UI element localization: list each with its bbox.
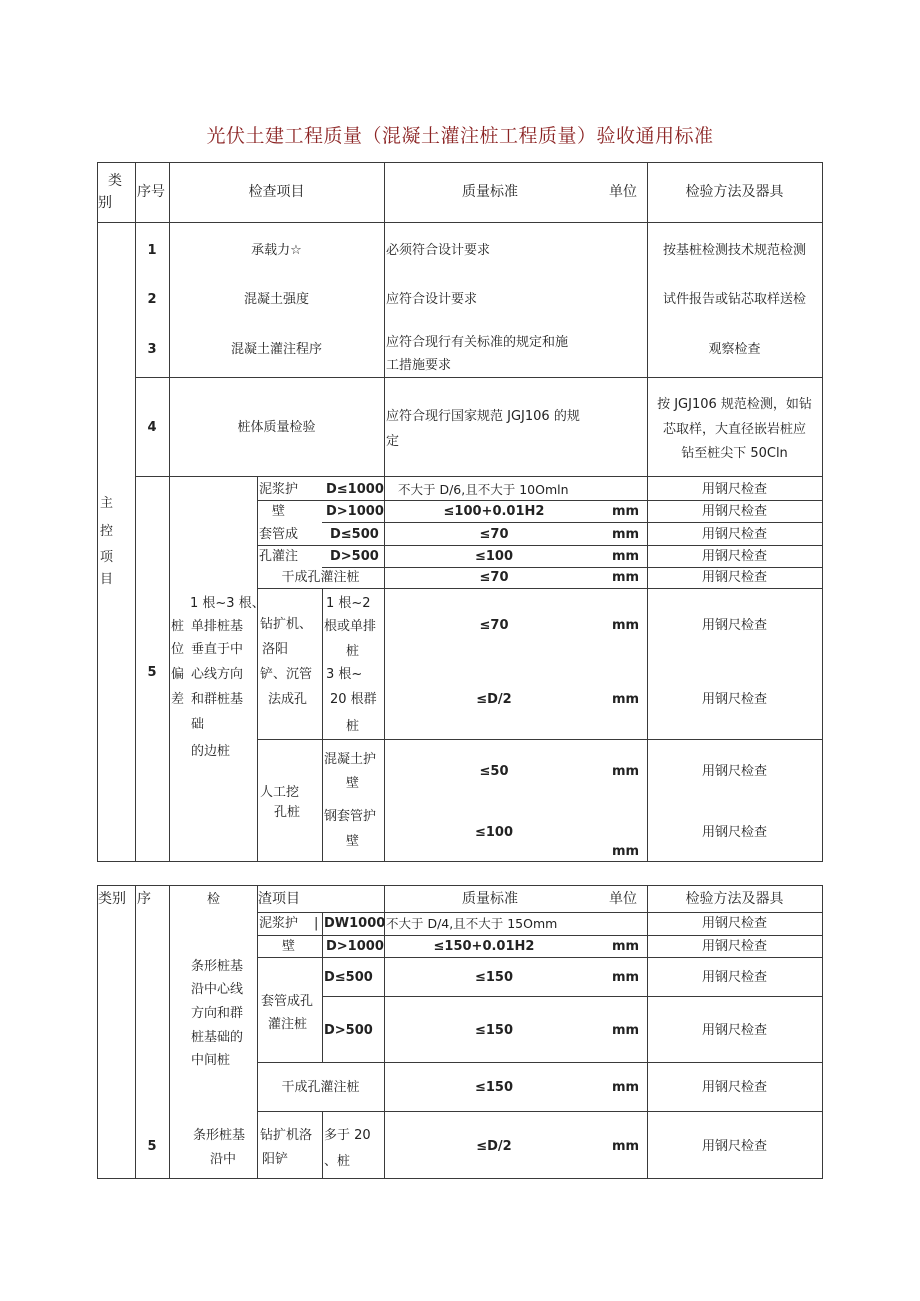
- group-line: 沿中心线: [191, 982, 244, 997]
- row-item: 混凝土强度: [243, 292, 309, 307]
- condition: D≤1000: [326, 482, 384, 497]
- method-label: 套管成: [259, 527, 299, 542]
- condition: 1 根~2: [326, 596, 371, 611]
- row-seq: 5: [147, 1139, 157, 1154]
- condition: D≤500: [324, 970, 373, 985]
- method-value: 用钢尺检查: [701, 570, 767, 585]
- page-title: 光伏土建工程质量（混凝土灌注桩工程质量）验收通用标准: [206, 125, 714, 147]
- group-line: 条形桩基: [193, 1128, 246, 1143]
- row-item: 承载力☆: [251, 243, 302, 258]
- header-category-1: 类: [108, 173, 122, 189]
- method-value: 用钢尺检查: [701, 916, 767, 931]
- header-seq: 序号: [137, 184, 165, 200]
- condition: D>500: [324, 1023, 373, 1038]
- category-char: 目: [100, 572, 114, 587]
- condition: 桩: [346, 644, 360, 659]
- method-value: 用钢尺检查: [701, 482, 767, 497]
- standard-value: ≤100: [474, 549, 514, 564]
- subgroup-line: 单排桩基: [191, 619, 244, 634]
- unit-value: mm: [612, 549, 640, 564]
- subgroup-line: 和群桩基: [191, 692, 244, 707]
- standard-value: ≤150+0.01H2: [433, 939, 535, 954]
- condition: D>500: [330, 549, 379, 564]
- subgroup-line: 垂直于中: [191, 642, 244, 657]
- condition: 混凝土护: [324, 752, 377, 767]
- row-seq: 3: [147, 342, 157, 357]
- standard-value: ≤D/2: [476, 692, 512, 707]
- method-label: 钻扩机、: [260, 617, 313, 632]
- header-category: 类别: [98, 891, 126, 907]
- header-category-2: 别: [98, 195, 112, 211]
- method-value: 用钢尺检查: [701, 825, 767, 840]
- header-item-a: 检: [207, 892, 221, 907]
- condition: 钢套管护: [324, 809, 377, 824]
- unit-value: mm: [612, 1023, 640, 1038]
- subgroup-line: 础: [191, 717, 205, 732]
- method-label: 壁: [282, 939, 296, 954]
- row-item: 混凝土灌注程序: [230, 342, 322, 357]
- unit-value: mm: [612, 970, 640, 985]
- condition: D>1000: [326, 504, 384, 519]
- row-method: 芯取样，大直径嵌岩桩应: [662, 422, 806, 437]
- method-label: 钻扩机洛: [260, 1128, 313, 1143]
- condition: 多于 20: [324, 1128, 371, 1143]
- group-line: 桩基础的: [191, 1030, 244, 1045]
- standard-value: ≤70: [479, 527, 509, 542]
- unit-value: mm: [612, 527, 640, 542]
- subgroup-line: 心线方向: [191, 667, 244, 682]
- unit-value: mm: [612, 939, 640, 954]
- method-value: 用钢尺检查: [701, 1023, 767, 1038]
- row-standard: 应符合设计要求: [386, 292, 478, 307]
- method-label: 洛阳: [262, 642, 289, 657]
- row-standard: 工措施要求: [386, 358, 452, 373]
- category-char: 主: [100, 496, 114, 511]
- category-char: 项: [100, 550, 114, 565]
- header-unit: 单位: [609, 891, 637, 907]
- standard-value: 不大于 D/4,且不大于 15Omm: [386, 916, 558, 931]
- method-value: 用钢尺检查: [701, 1080, 767, 1095]
- unit-value: mm: [612, 504, 640, 519]
- standard-value: ≤70: [479, 570, 509, 585]
- standard-value: 不大于 D/6,且不大于 10Omln: [398, 482, 569, 497]
- standard-value: ≤100+0.01H2: [443, 504, 545, 519]
- row-seq: 4: [147, 420, 157, 435]
- row-method: 试件报告或钻芯取样送检: [662, 292, 806, 307]
- condition: 壁: [346, 834, 360, 849]
- method-label: 壁: [272, 504, 286, 519]
- row-method: 按基桩检测技术规范检测: [662, 243, 806, 258]
- method-label: 法成孔: [268, 692, 308, 707]
- standard-value: ≤150: [474, 970, 514, 985]
- standard-value: ≤100: [474, 825, 514, 840]
- header-item-b: 渣项目: [258, 891, 300, 907]
- method-value: 用钢尺检查: [701, 764, 767, 779]
- method-value: 用钢尺检查: [701, 692, 767, 707]
- standard-value: ≤70: [479, 618, 509, 633]
- method-value: 用钢尺检查: [701, 527, 767, 542]
- group-char: 桩: [171, 619, 185, 634]
- row-seq: 2: [147, 292, 157, 307]
- subgroup-line: 的边桩: [191, 744, 231, 759]
- row-method: 钻至桩尖下 50Cln: [681, 446, 788, 461]
- group-char: 偏: [171, 667, 185, 682]
- method-label: 泥浆护: [259, 916, 299, 931]
- group-line: 沿中: [210, 1152, 237, 1167]
- unit-value: mm: [612, 1080, 640, 1095]
- method-label: 人工挖: [260, 785, 300, 800]
- standard-value: ≤50: [479, 764, 509, 779]
- row-standard: 应符合现行有关标准的规定和施: [386, 335, 569, 350]
- header-standard: 质量标准: [462, 891, 518, 907]
- category-char: 控: [100, 524, 114, 539]
- condition: D>1000: [326, 939, 384, 954]
- condition: 20 根群: [330, 692, 377, 707]
- method-label: 干成孔灌注桩: [281, 570, 360, 585]
- row-seq: 1: [147, 243, 157, 258]
- method-label: 套管成孔: [261, 994, 314, 1009]
- header-item: 检查项目: [248, 184, 305, 200]
- method-label: 干成孔灌注桩: [281, 1080, 360, 1095]
- condition: 、桩: [324, 1154, 351, 1169]
- row-item: 桩体质量检验: [237, 420, 316, 435]
- standard-value: ≤150: [474, 1080, 514, 1095]
- header-standard: 质量标准: [462, 184, 518, 200]
- method-label: 孔灌注: [259, 549, 299, 564]
- method-value: 用钢尺检查: [701, 1139, 767, 1154]
- group-char: 差: [171, 692, 185, 707]
- row-method: 按 JGJ106 规范检测，如钻: [657, 397, 812, 412]
- method-label: 孔桩: [274, 805, 301, 820]
- method-value: 用钢尺检查: [701, 970, 767, 985]
- method-value: 用钢尺检查: [701, 549, 767, 564]
- cell-divider: |: [314, 916, 319, 931]
- group-char: 位: [171, 642, 185, 657]
- condition: 3 根~: [326, 667, 363, 682]
- method-label: 灌注桩: [268, 1017, 308, 1032]
- unit-value: mm: [612, 1139, 640, 1154]
- method-value: 用钢尺检查: [701, 504, 767, 519]
- method-value: 用钢尺检查: [701, 618, 767, 633]
- group-line: 方向和群: [191, 1006, 244, 1021]
- unit-value: mm: [612, 692, 640, 707]
- condition: 壁: [346, 776, 360, 791]
- header-method: 检验方法及器具: [685, 184, 784, 200]
- condition: 根或单排: [324, 619, 377, 634]
- header-seq: 序: [137, 891, 151, 907]
- method-label: 铲、沉管: [260, 667, 313, 682]
- condition: DW1000: [324, 916, 386, 931]
- method-label: 阳铲: [262, 1152, 289, 1167]
- row-standard: 应符合现行国家规范 JGJ106 的规: [386, 409, 580, 424]
- condition: D≤500: [330, 527, 379, 542]
- header-method: 检验方法及器具: [685, 891, 784, 907]
- row-standard: 必须符合设计要求: [386, 243, 491, 258]
- condition: 桩: [346, 719, 360, 734]
- unit-value: mm: [612, 570, 640, 585]
- subgroup-line: 1 根~3 根、: [190, 596, 265, 611]
- row-standard: 定: [386, 434, 400, 449]
- row-method: 观察检查: [708, 342, 761, 357]
- method-label: 泥浆护: [259, 482, 299, 497]
- unit-value: mm: [612, 618, 640, 633]
- header-unit: 单位: [609, 184, 637, 200]
- method-value: 用钢尺检查: [701, 939, 767, 954]
- standard-value: ≤D/2: [476, 1139, 512, 1154]
- unit-value: mm: [612, 844, 640, 859]
- unit-value: mm: [612, 764, 640, 779]
- group-line: 中间桩: [191, 1053, 231, 1068]
- standard-value: ≤150: [474, 1023, 514, 1038]
- row-seq: 5: [147, 665, 157, 680]
- group-line: 条形桩基: [191, 959, 244, 974]
